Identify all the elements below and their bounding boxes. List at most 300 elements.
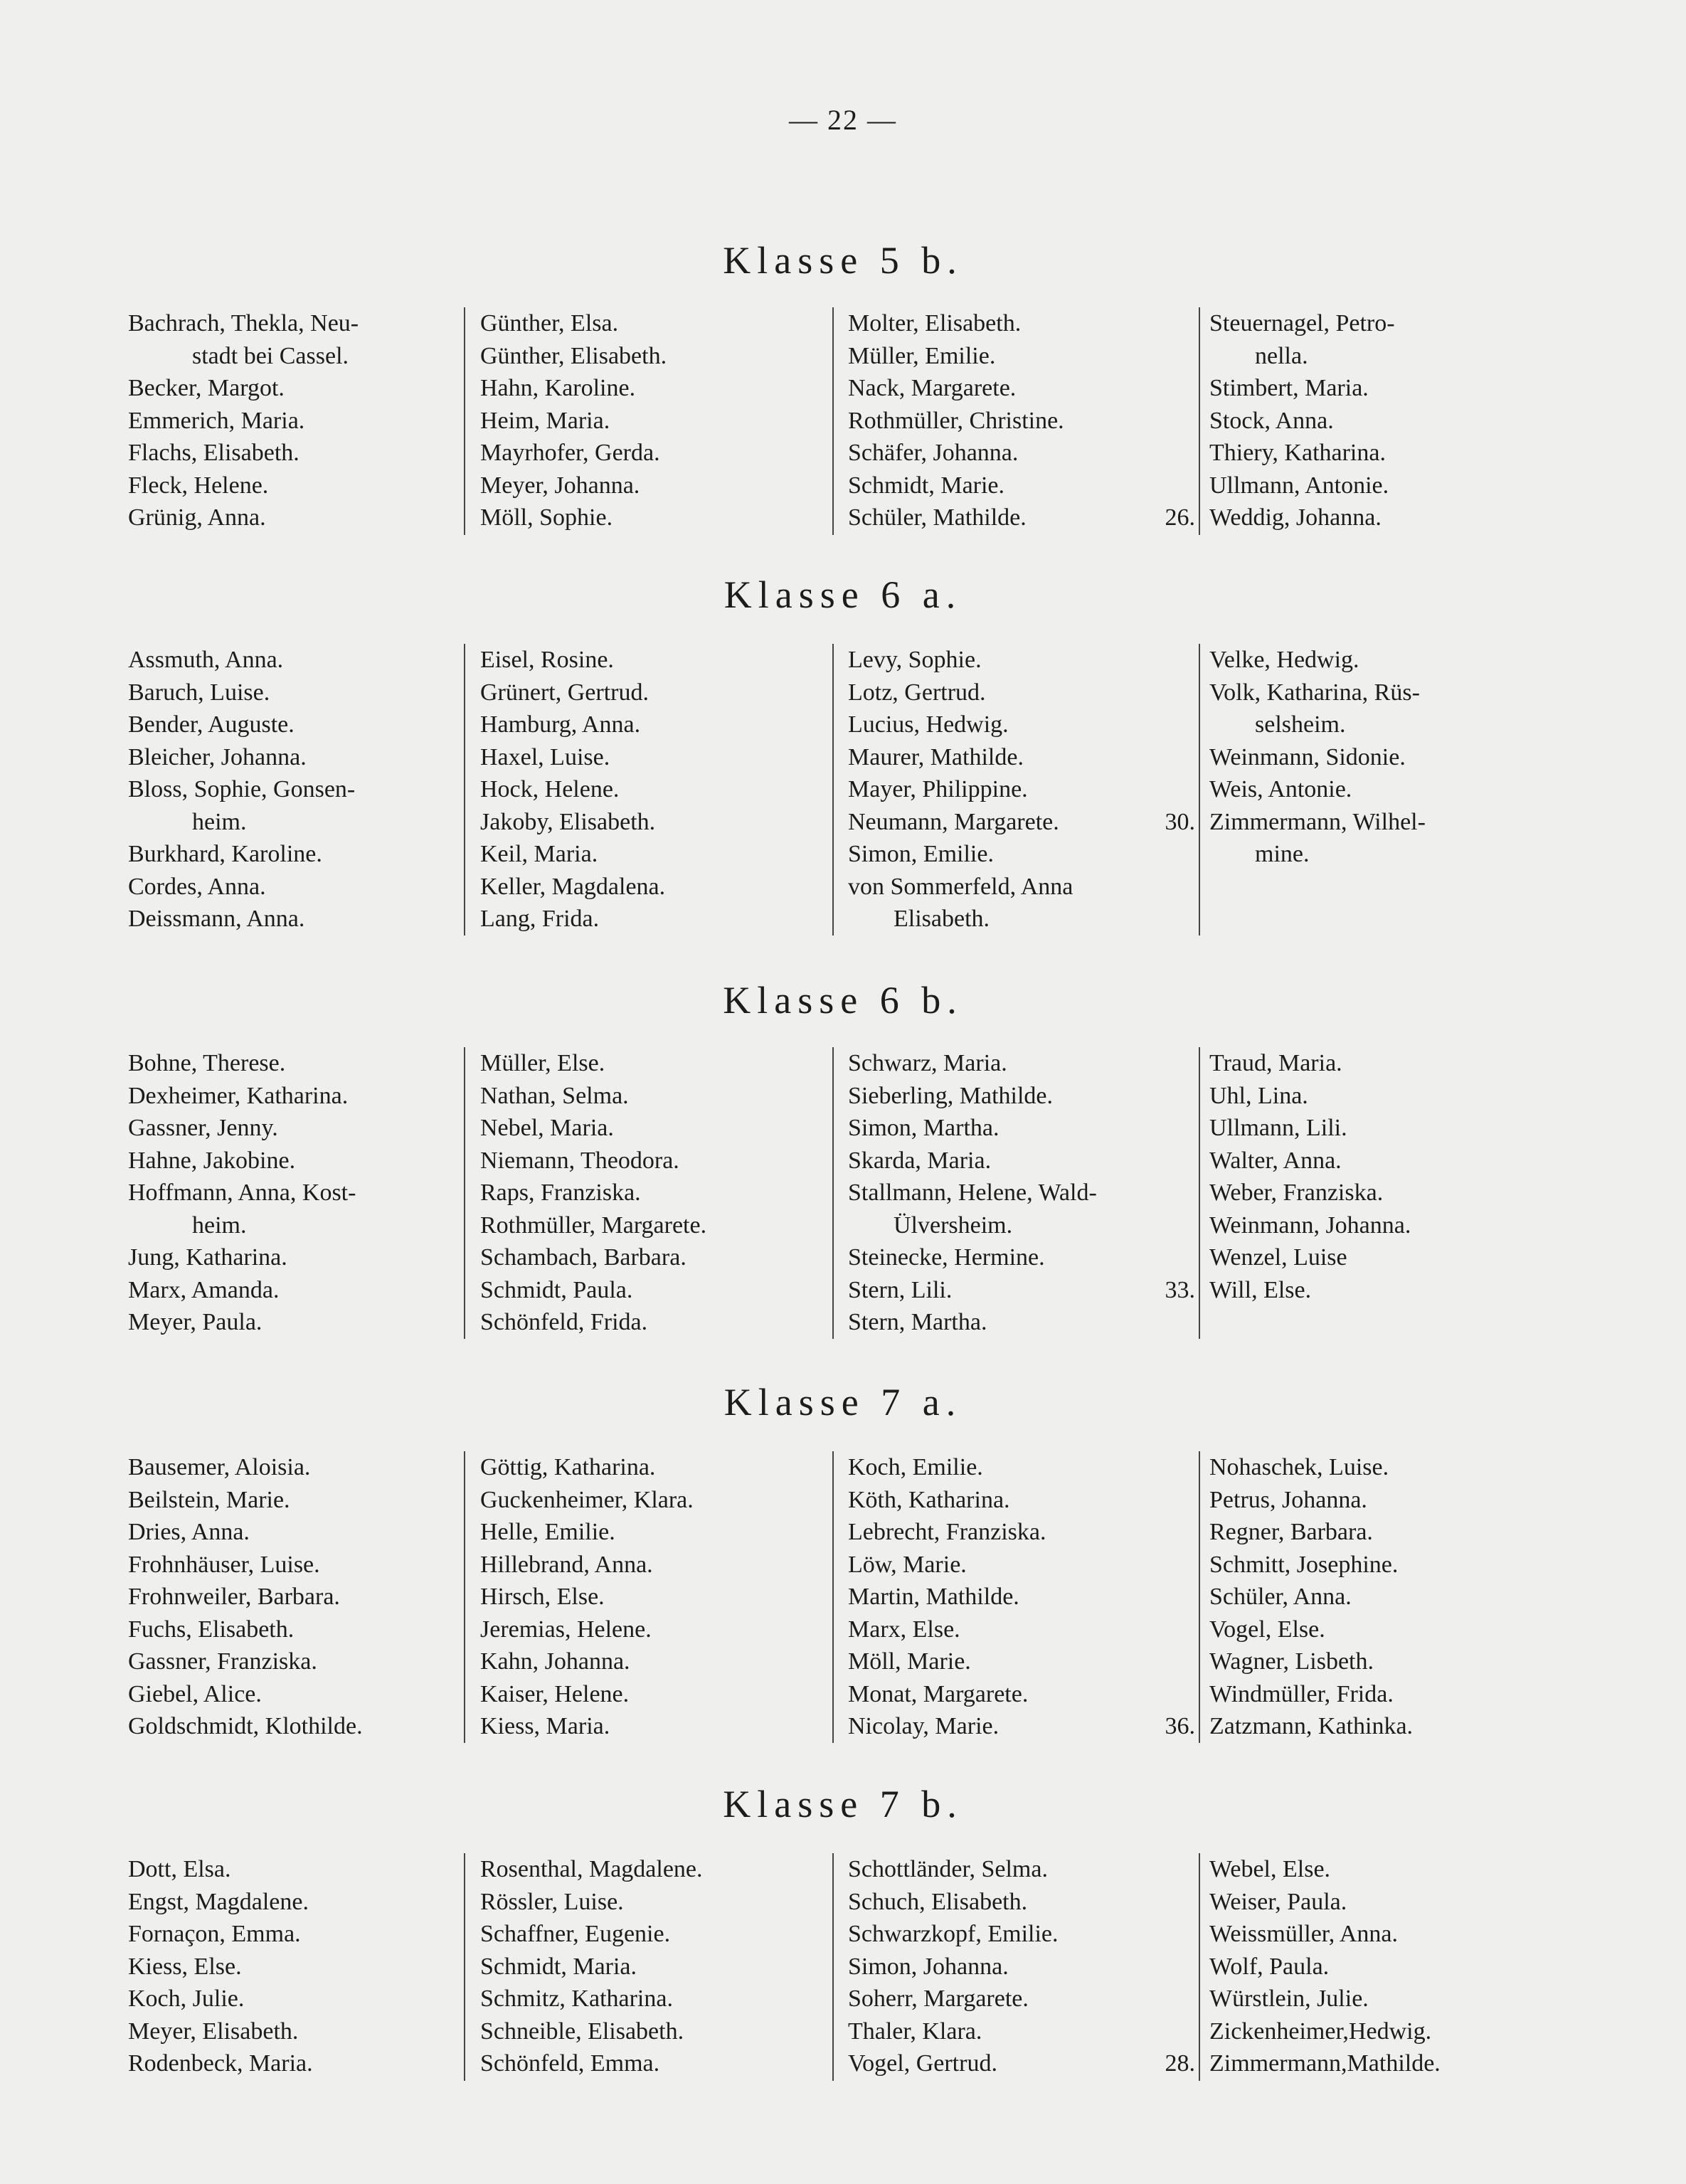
student-name: Hahne, Jakobine. — [128, 1147, 296, 1174]
student-name: Schüler, Anna. — [1209, 1584, 1352, 1610]
student-name: Fornaçon, Emma. — [128, 1921, 301, 1947]
student-name: Martin, Mathilde. — [848, 1584, 1019, 1610]
class-heading: Klasse 5 b. — [723, 239, 963, 282]
student-entry — [848, 1145, 1197, 1177]
student-name: Lebrecht, Franziska. — [848, 1519, 1046, 1545]
student-entry — [128, 644, 462, 677]
student-entry — [848, 340, 1197, 373]
student-entry — [480, 437, 822, 470]
student-name: Meyer, Johanna. — [480, 472, 640, 499]
name-column — [1165, 1853, 1579, 2080]
student-name: Zimmermann, Wilhel- — [1209, 808, 1426, 835]
student-entry — [128, 1983, 462, 2015]
student-name: Dexheimer, Katharina. — [128, 1082, 349, 1109]
student-entry — [480, 1645, 822, 1678]
student-name-continuation: heim. — [192, 808, 247, 835]
student-name: Giebel, Alice. — [128, 1680, 262, 1707]
student-name: Haxel, Luise. — [480, 743, 610, 770]
student-name: Weiser, Paula. — [1209, 1888, 1347, 1915]
student-name: Lang, Frida. — [480, 906, 600, 932]
student-name: Thiery, Katharina. — [1209, 440, 1386, 466]
column-divider — [1199, 307, 1200, 535]
student-name: Mayer, Philippine. — [848, 776, 1028, 802]
student-entry — [128, 1613, 462, 1646]
student-entry — [848, 1516, 1197, 1549]
student-entry — [128, 1581, 462, 1613]
student-entry — [1209, 677, 1579, 741]
student-entry — [128, 1112, 462, 1145]
total-count: 28. — [1165, 2050, 1195, 2077]
student-entry — [128, 1853, 462, 1886]
student-name: Bender, Auguste. — [128, 711, 295, 738]
student-name: Soherr, Margarete. — [848, 1986, 1029, 2012]
student-name: Kiess, Maria. — [480, 1713, 610, 1739]
student-name: Gassner, Franziska. — [128, 1648, 317, 1675]
student-entry — [128, 1710, 462, 1743]
student-name-continuation: heim. — [192, 1212, 247, 1239]
name-column — [848, 1853, 1197, 2080]
student-name: Schwarzkopf, Emilie. — [848, 1921, 1059, 1947]
student-entry — [480, 1145, 822, 1177]
student-name: Meyer, Paula. — [128, 1309, 263, 1335]
student-entry — [848, 677, 1197, 709]
student-name-continuation: stadt bei Cassel. — [192, 342, 349, 369]
student-entry — [480, 1710, 822, 1743]
student-entry — [1209, 2015, 1579, 2048]
student-entry — [480, 2047, 822, 2080]
student-entry — [1209, 644, 1579, 677]
name-column — [1165, 1047, 1579, 1306]
student-entry — [848, 1306, 1197, 1339]
student-name: Ullmann, Lili. — [1209, 1115, 1347, 1141]
student-name: Zimmermann,Mathilde. — [1209, 2050, 1441, 2077]
student-name: Nicolay, Marie. — [848, 1713, 1000, 1739]
student-name: Thaler, Klara. — [848, 2018, 982, 2045]
student-name: Koch, Julie. — [128, 1986, 245, 2012]
student-name: Velke, Hedwig. — [1209, 647, 1359, 673]
student-name-continuation: Ülversheim. — [894, 1212, 1013, 1239]
student-entry — [848, 1581, 1197, 1613]
student-entry — [1209, 773, 1579, 806]
student-entry — [1209, 1484, 1579, 1517]
student-name: Schäfer, Johanna. — [848, 440, 1019, 466]
student-entry — [480, 1581, 822, 1613]
student-name: Schaffner, Eugenie. — [480, 1921, 671, 1947]
student-name: Uhl, Lina. — [1209, 1082, 1308, 1109]
student-entry — [1165, 2047, 1579, 2080]
student-entry — [480, 2015, 822, 2048]
student-name: Stern, Lili. — [848, 1276, 953, 1303]
student-name: Hock, Helene. — [480, 776, 620, 802]
student-name: Deissmann, Anna. — [128, 906, 305, 932]
student-entry — [1209, 1451, 1579, 1484]
student-entry — [128, 1047, 462, 1080]
student-name: Schmidt, Maria. — [480, 1953, 637, 1980]
student-name: Goldschmidt, Klothilde. — [128, 1713, 363, 1739]
student-name: Keil, Maria. — [480, 841, 598, 867]
student-entry — [128, 1484, 462, 1517]
column-divider — [832, 1853, 834, 2081]
name-column — [1165, 1451, 1579, 1743]
student-name: Kiess, Else. — [128, 1953, 242, 1980]
student-entry — [1209, 307, 1579, 372]
student-name: Bloss, Sophie, Gonsen- — [128, 776, 356, 802]
student-entry — [480, 470, 822, 502]
student-entry — [480, 838, 822, 871]
student-entry — [848, 1484, 1197, 1517]
student-entry — [848, 741, 1197, 774]
student-name: Lotz, Gertrud. — [848, 679, 986, 706]
column-divider — [832, 1047, 834, 1339]
student-name: Steuernagel, Petro- — [1209, 310, 1395, 336]
student-name: Schottländer, Selma. — [848, 1856, 1048, 1882]
student-name: Hamburg, Anna. — [480, 711, 641, 738]
student-name: Rothmüller, Margarete. — [480, 1212, 707, 1239]
student-entry — [128, 1951, 462, 1983]
column-divider — [832, 307, 834, 535]
student-entry — [128, 2015, 462, 2048]
student-name: Kahn, Johanna. — [480, 1648, 630, 1675]
student-name: Frohnweiler, Barbara. — [128, 1584, 340, 1610]
student-name: Webel, Else. — [1209, 1856, 1331, 1882]
student-name: Schmidt, Paula. — [480, 1276, 633, 1303]
student-entry — [128, 1645, 462, 1678]
student-entry — [480, 644, 822, 677]
student-name: Grünert, Gertrud. — [480, 679, 649, 706]
student-entry — [848, 1112, 1197, 1145]
student-name: Regner, Barbara. — [1209, 1519, 1373, 1545]
student-entry — [128, 1451, 462, 1484]
student-entry — [848, 1678, 1197, 1711]
student-name: Wagner, Lisbeth. — [1209, 1648, 1374, 1675]
student-entry — [1209, 1241, 1579, 1274]
student-entry — [848, 806, 1197, 839]
column-divider — [1199, 1047, 1200, 1339]
student-name: Nack, Margarete. — [848, 375, 1017, 401]
student-entry — [128, 677, 462, 709]
student-name: Levy, Sophie. — [848, 647, 982, 673]
student-name: Helle, Emilie. — [480, 1519, 615, 1545]
student-entry — [848, 773, 1197, 806]
name-column — [1165, 644, 1579, 871]
column-divider — [1199, 644, 1200, 935]
student-entry — [480, 1549, 822, 1581]
student-entry — [128, 741, 462, 774]
student-name: Wenzel, Luise — [1209, 1244, 1347, 1271]
student-name: Marx, Amanda. — [128, 1276, 280, 1303]
student-name: Will, Else. — [1209, 1276, 1312, 1303]
student-name: Rodenbeck, Maria. — [128, 2050, 313, 2077]
student-entry — [480, 1951, 822, 1983]
student-name: Grünig, Anna. — [128, 504, 266, 531]
student-name: Sieberling, Mathilde. — [848, 1082, 1054, 1109]
student-entry — [480, 1241, 822, 1274]
student-entry — [480, 502, 822, 534]
student-entry — [480, 871, 822, 903]
student-entry — [848, 1886, 1197, 1919]
class-heading: Klasse 6 b. — [723, 979, 963, 1022]
student-entry — [480, 773, 822, 806]
student-name: Cordes, Anna. — [128, 873, 266, 900]
student-name: Nebel, Maria. — [480, 1115, 614, 1141]
student-name: Würstlein, Julie. — [1209, 1986, 1369, 2012]
student-entry — [1209, 1112, 1579, 1145]
student-entry — [480, 1484, 822, 1517]
name-column — [480, 1451, 822, 1743]
student-entry — [480, 1306, 822, 1339]
student-entry — [848, 2047, 1197, 2080]
student-entry — [480, 709, 822, 741]
student-name: Walter, Anna. — [1209, 1147, 1342, 1174]
student-entry — [128, 1918, 462, 1951]
student-entry — [128, 307, 462, 372]
student-entry — [1209, 1209, 1579, 1242]
student-name: Heim, Maria. — [480, 407, 610, 434]
student-name: Möll, Sophie. — [480, 504, 613, 531]
student-entry — [1209, 1516, 1579, 1549]
student-name: Simon, Johanna. — [848, 1953, 1009, 1980]
student-name: Schwarz, Maria. — [848, 1050, 1007, 1076]
student-name: Stock, Anna. — [1209, 407, 1334, 434]
student-entry — [480, 1112, 822, 1145]
student-entry — [848, 470, 1197, 502]
student-entry — [1165, 1710, 1579, 1743]
student-name: Wolf, Paula. — [1209, 1953, 1330, 1980]
student-name: Bausemer, Aloisia. — [128, 1454, 311, 1480]
student-name: Flachs, Elisabeth. — [128, 440, 299, 466]
student-entry — [128, 871, 462, 903]
student-entry — [480, 806, 822, 839]
student-name: Traud, Maria. — [1209, 1050, 1342, 1076]
student-entry — [848, 1274, 1197, 1307]
student-name: Mayrhofer, Gerda. — [480, 440, 660, 466]
student-entry — [848, 1451, 1197, 1484]
total-count: 26. — [1165, 504, 1195, 531]
student-entry — [848, 502, 1197, 534]
student-entry — [848, 1951, 1197, 1983]
student-entry — [480, 372, 822, 405]
student-name: Zatzmann, Kathinka. — [1209, 1713, 1414, 1739]
student-entry — [848, 307, 1197, 340]
name-column — [480, 1853, 822, 2080]
student-entry — [848, 838, 1197, 871]
column-divider — [464, 1047, 465, 1339]
student-name: Rosenthal, Magdalene. — [480, 1856, 703, 1882]
student-name: Lucius, Hedwig. — [848, 711, 1009, 738]
student-entry — [1209, 1581, 1579, 1613]
student-entry — [1209, 741, 1579, 774]
column-divider — [832, 1451, 834, 1743]
name-column — [848, 644, 1197, 935]
student-entry — [128, 1549, 462, 1581]
student-name: Zickenheimer,Hedwig. — [1209, 2018, 1432, 2045]
student-entry — [480, 405, 822, 438]
name-column — [848, 1047, 1197, 1339]
student-name: Bleicher, Johanna. — [128, 743, 307, 770]
student-name: Skarda, Maria. — [848, 1147, 992, 1174]
student-entry — [128, 773, 462, 838]
column-divider — [1199, 1451, 1200, 1743]
student-name: Müller, Else. — [480, 1050, 605, 1076]
student-entry — [128, 502, 462, 534]
total-count: 33. — [1165, 1276, 1195, 1303]
student-name: Niemann, Theodora. — [480, 1147, 679, 1174]
student-name: Nohaschek, Luise. — [1209, 1454, 1389, 1480]
name-column — [128, 644, 462, 935]
student-name-continuation: nella. — [1255, 342, 1308, 369]
student-entry — [848, 1177, 1197, 1241]
student-name: Volk, Katharina, Rüs- — [1209, 679, 1420, 706]
student-entry — [1209, 1983, 1579, 2015]
student-entry — [480, 1177, 822, 1209]
student-entry — [128, 1306, 462, 1339]
student-name: Hillebrand, Anna. — [480, 1551, 653, 1578]
class-heading: Klasse 7 b. — [723, 1783, 963, 1825]
student-entry — [1209, 1549, 1579, 1581]
student-name: Becker, Margot. — [128, 375, 285, 401]
student-entry — [480, 1983, 822, 2015]
student-entry — [1209, 470, 1579, 502]
student-entry — [480, 1678, 822, 1711]
column-divider — [464, 1451, 465, 1743]
student-entry — [848, 1549, 1197, 1581]
student-entry — [128, 470, 462, 502]
student-name: Molter, Elisabeth. — [848, 310, 1022, 336]
student-entry — [1209, 1918, 1579, 1951]
class-heading: Klasse 7 a. — [723, 1381, 963, 1424]
student-name: Jung, Katharina. — [128, 1244, 287, 1271]
student-name: Schuch, Elisabeth. — [848, 1888, 1028, 1915]
name-column — [1165, 307, 1579, 534]
student-name: Weissmüller, Anna. — [1209, 1921, 1399, 1947]
student-entry — [1209, 372, 1579, 405]
student-name: Köth, Katharina. — [848, 1486, 1010, 1513]
student-entry — [848, 1645, 1197, 1678]
column-divider — [464, 307, 465, 535]
student-name: Maurer, Mathilde. — [848, 743, 1024, 770]
student-entry — [1209, 1613, 1579, 1646]
student-entry — [480, 741, 822, 774]
student-name: Raps, Franziska. — [480, 1180, 641, 1206]
student-entry — [128, 372, 462, 405]
student-name: Schmidt, Marie. — [848, 472, 1005, 499]
student-name: Jeremias, Helene. — [480, 1616, 652, 1643]
column-divider — [464, 644, 465, 935]
name-column — [480, 1047, 822, 1339]
student-name: Eisel, Rosine. — [480, 647, 614, 673]
student-entry — [128, 1145, 462, 1177]
student-entry — [128, 1177, 462, 1241]
column-divider — [1199, 1853, 1200, 2081]
student-entry — [1209, 1645, 1579, 1678]
student-name: Windmüller, Frida. — [1209, 1680, 1394, 1707]
student-entry — [128, 2047, 462, 2080]
student-name: Emmerich, Maria. — [128, 407, 305, 434]
name-column — [128, 307, 462, 534]
student-entry — [128, 1241, 462, 1274]
student-name: Günther, Elisabeth. — [480, 342, 667, 369]
student-entry — [480, 1274, 822, 1307]
student-entry — [848, 2015, 1197, 2048]
student-entry — [480, 340, 822, 373]
student-name: Schambach, Barbara. — [480, 1244, 686, 1271]
student-entry — [128, 1516, 462, 1549]
student-entry — [848, 1080, 1197, 1113]
class-heading: Klasse 6 a. — [723, 573, 963, 616]
total-count: 30. — [1165, 808, 1195, 835]
student-name: Schönfeld, Emma. — [480, 2050, 660, 2077]
student-name: Fuchs, Elisabeth. — [128, 1616, 295, 1643]
student-entry — [1165, 1274, 1579, 1307]
student-name: Müller, Emilie. — [848, 342, 996, 369]
student-name: Dott, Elsa. — [128, 1856, 231, 1882]
student-name: Bohne, Therese. — [128, 1050, 286, 1076]
page-number: — 22 — — [789, 104, 897, 136]
student-name: Ullmann, Antonie. — [1209, 472, 1389, 499]
student-name-continuation: selsheim. — [1255, 711, 1346, 738]
student-name: Keller, Magdalena. — [480, 873, 666, 900]
student-name: Schüler, Mathilde. — [848, 504, 1027, 531]
student-entry — [1209, 1177, 1579, 1209]
student-name-continuation: Elisabeth. — [894, 906, 990, 932]
student-entry — [1209, 1047, 1579, 1080]
student-entry — [1209, 437, 1579, 470]
student-name: Meyer, Elisabeth. — [128, 2018, 299, 2045]
student-name: Marx, Else. — [848, 1616, 960, 1643]
student-name: Schmitz, Katharina. — [480, 1986, 673, 2012]
student-name: Steinecke, Hermine. — [848, 1244, 1045, 1271]
student-name: Burkhard, Karoline. — [128, 841, 322, 867]
student-entry — [128, 903, 462, 935]
student-name: Gassner, Jenny. — [128, 1115, 278, 1141]
student-entry — [848, 405, 1197, 438]
total-count: 36. — [1165, 1713, 1195, 1739]
student-entry — [1209, 1951, 1579, 1983]
student-name: Weinmann, Johanna. — [1209, 1212, 1411, 1239]
student-name: Stallmann, Helene, Wald- — [848, 1180, 1097, 1206]
student-entry — [128, 405, 462, 438]
student-entry — [128, 1678, 462, 1711]
student-name: Fleck, Helene. — [128, 472, 269, 499]
student-name: Hoffmann, Anna, Kost- — [128, 1180, 356, 1206]
student-entry — [1209, 1853, 1579, 1886]
student-name-continuation: mine. — [1255, 841, 1310, 867]
student-entry — [128, 1080, 462, 1113]
student-entry — [1209, 1886, 1579, 1919]
student-name: Schönfeld, Frida. — [480, 1309, 648, 1335]
student-entry — [128, 838, 462, 871]
name-column — [848, 307, 1197, 534]
student-name: Baruch, Luise. — [128, 679, 270, 706]
student-entry — [1209, 1678, 1579, 1711]
column-divider — [464, 1853, 465, 2081]
student-name: Engst, Magdalene. — [128, 1888, 309, 1915]
student-name: Stimbert, Maria. — [1209, 375, 1369, 401]
student-entry — [128, 1274, 462, 1307]
name-column — [848, 1451, 1197, 1743]
student-entry — [1209, 1145, 1579, 1177]
student-entry — [480, 307, 822, 340]
student-entry — [848, 1047, 1197, 1080]
student-name: Weis, Antonie. — [1209, 776, 1352, 802]
student-entry — [848, 709, 1197, 741]
student-name: Frohnhäuser, Luise. — [128, 1551, 320, 1578]
student-name: Monat, Margarete. — [848, 1680, 1029, 1707]
student-entry — [480, 1853, 822, 1886]
student-name: Rothmüller, Christine. — [848, 407, 1064, 434]
student-entry — [1209, 405, 1579, 438]
student-entry — [848, 1853, 1197, 1886]
